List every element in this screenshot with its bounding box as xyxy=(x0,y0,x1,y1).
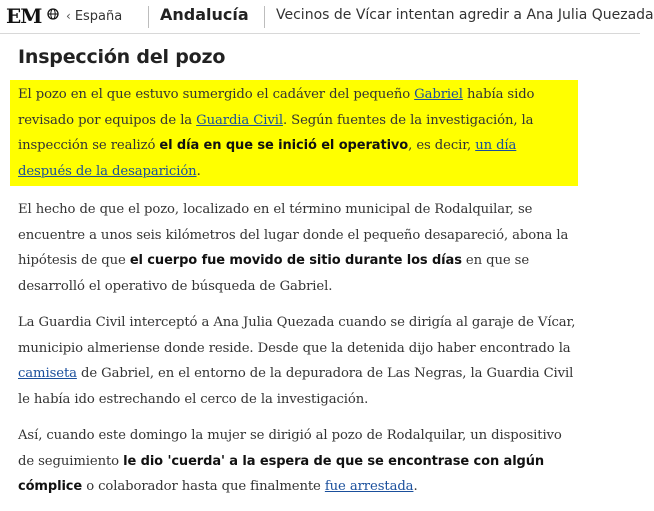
text: La Guardia Civil interceptó a Ana Julia Quezada cuando se dirigía al garaje de Vícar, municipio almeriense donde reside. Desde que la detenida dijo haber encontrado la xyxy=(18,315,576,356)
site-logo[interactable]: EM xyxy=(6,4,42,28)
text: , es decir, xyxy=(408,138,476,153)
text: en que se desarrolló el operativo de búsqueda de Gabriel. xyxy=(18,253,530,294)
section-title[interactable]: Andalucía xyxy=(160,5,249,24)
text: Así, cuando este domingo la mujer se dirigió al pozo de Rodalquilar, un dispositivo de seguimiento xyxy=(18,428,562,469)
link-camiseta[interactable]: camiseta xyxy=(18,366,77,381)
divider xyxy=(264,6,265,28)
chevron-left-icon: ‹ xyxy=(66,9,71,23)
divider xyxy=(148,6,149,28)
text: El hecho de que el pozo, localizado en el término municipal de Rodalquilar, se encuentre a unos seis kilómetros del lugar donde el pequeño desapareció, abona la hipótesis de que xyxy=(18,202,569,268)
text: . Según fuentes de la investigación, la inspección se realizó xyxy=(18,112,534,153)
text: o colaborador hasta que finalmente xyxy=(82,479,325,494)
text: de Gabriel, en el entorno de la depuradora de Las Negras, la Guardia Civil le había ido estrechando el cerco de la investigación. xyxy=(18,366,574,407)
paragraph-3 xyxy=(18,310,578,412)
article-headline: Vecinos de Vícar intentan agredir a Ana Julia Quezada xyxy=(276,7,654,23)
top-navigation-bar xyxy=(0,0,654,34)
text: . xyxy=(196,163,201,179)
article-body xyxy=(18,46,578,511)
globe-icon xyxy=(47,8,59,20)
paragraph-4 xyxy=(18,423,578,500)
link-dia-despues[interactable]: un día después de la desaparición xyxy=(18,138,517,179)
text: . xyxy=(413,479,418,494)
bold-text: el cuerpo fue movido de sitio durante los días xyxy=(129,253,462,268)
paragraph-2 xyxy=(18,197,578,299)
section-heading: Inspección del pozo xyxy=(18,46,226,68)
text: El pozo en el que estuvo sumergido el cadáver del pequeño xyxy=(18,87,415,102)
text: había sido revisado por equipos de la xyxy=(18,87,535,128)
back-link-espana[interactable] xyxy=(66,9,122,24)
link-fue-arrestada[interactable]: fue arrestada xyxy=(324,479,414,494)
highlighted-paragraph xyxy=(10,80,578,186)
link-gabriel[interactable]: Gabriel xyxy=(414,87,463,102)
bold-text: el día en que se inició el operativo xyxy=(159,138,409,153)
bold-text: le dio 'cuerda' a la espera de que se encontrase con algún cómplice xyxy=(18,453,545,494)
link-guardia-civil[interactable]: Guardia Civil xyxy=(196,112,283,128)
back-link-label: España xyxy=(74,9,123,24)
